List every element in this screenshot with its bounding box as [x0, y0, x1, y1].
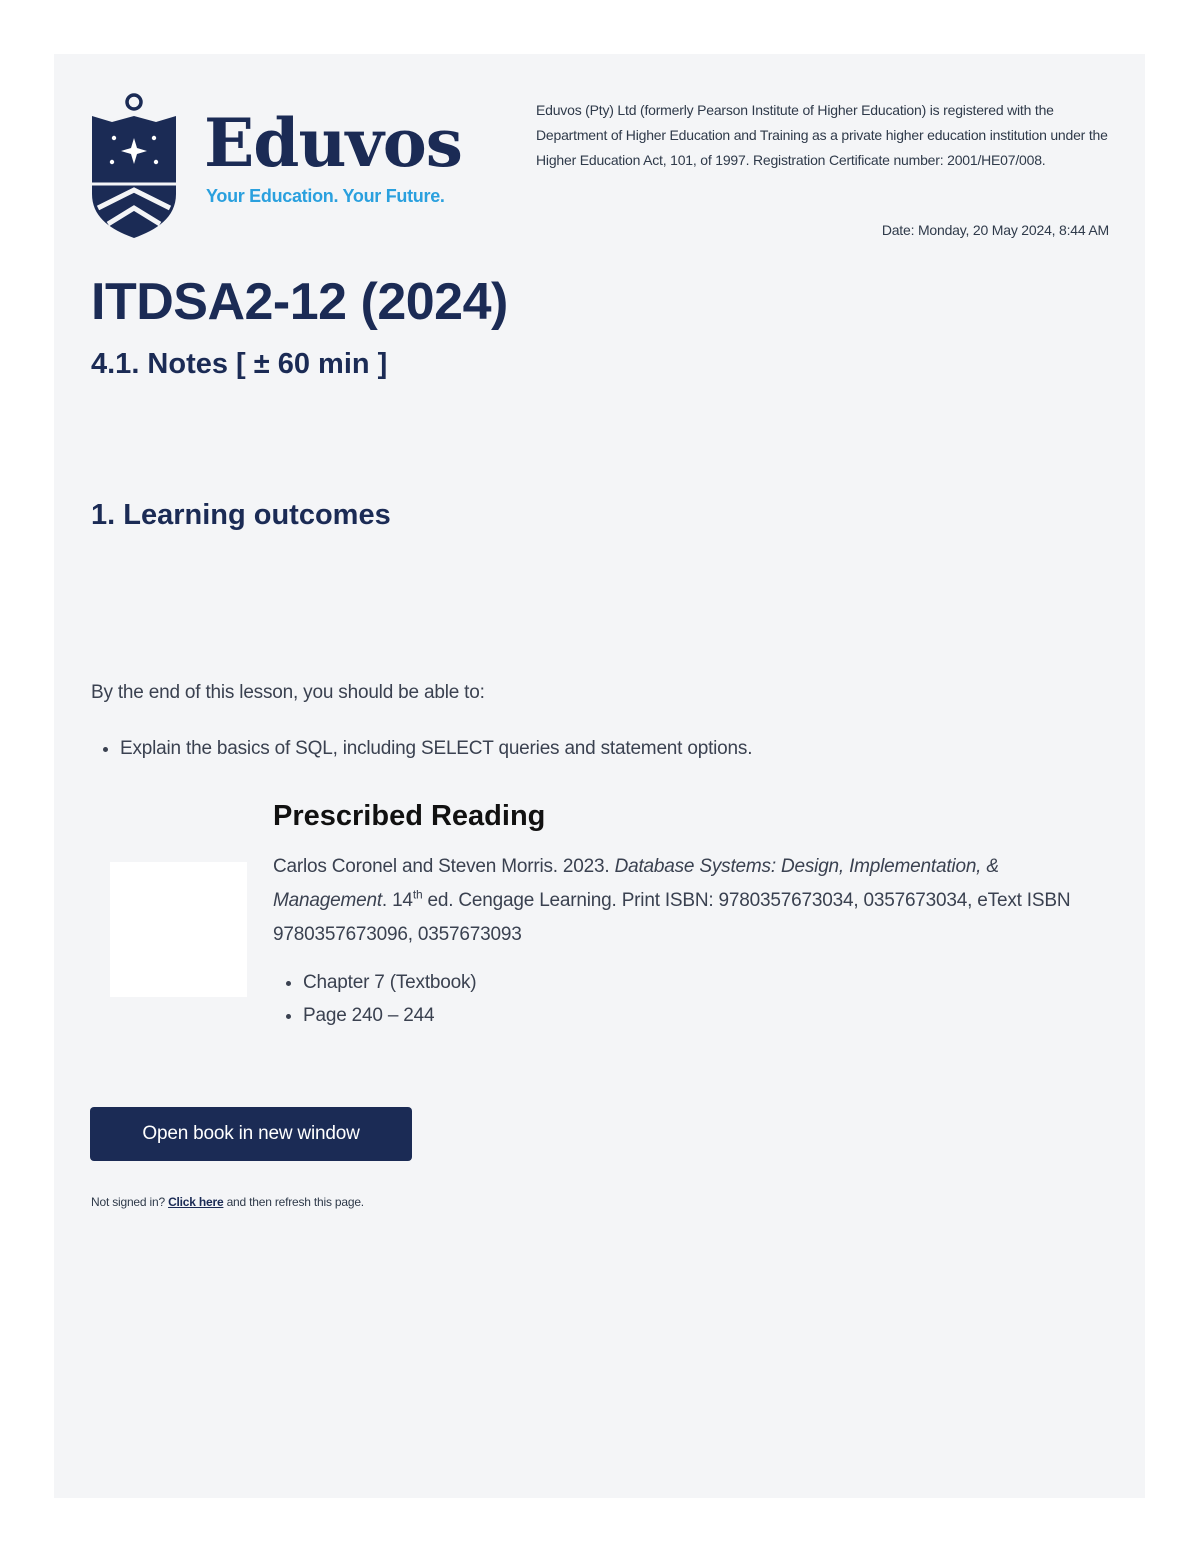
outcomes-list — [92, 738, 752, 760]
signin-suffix: and then refresh this page. — [223, 1195, 364, 1209]
list-item: • Explain the basics of SQL, including SELECT queries and statement options. — [120, 738, 752, 760]
course-title: ITDSA2-12 (2024) — [91, 273, 508, 331]
citation-details: ed. Cengage Learning. Print ISBN: 9780357673034, 0357673034, eText ISBN 9780357673096, 0357673093 — [273, 889, 1071, 945]
citation-edition-suffix: th — [412, 887, 423, 902]
section-title: 4.1. Notes [ ± 60 min ] — [91, 348, 388, 380]
brand-tagline: Your Education. Your Future. — [206, 186, 445, 206]
list-item: • Chapter 7 (Textbook) — [303, 966, 1093, 999]
reading-chapters-list — [273, 966, 1093, 1032]
click-here-link[interactable]: Click here — [168, 1195, 224, 1209]
signin-prefix: Not signed in? — [91, 1195, 169, 1209]
registration-statement: Eduvos (Pty) Ltd (formerly Pearson Institute of Higher Education) is registered with the Department of Higher Education and Training as a private higher education institution under the Higher Education Act, 101, of 1997. Registration Certificate number: 2001/HE07/008. — [536, 102, 1108, 168]
signin-note — [91, 1195, 364, 1209]
list-item: • Page 240 – 244 — [303, 999, 1093, 1032]
prescribed-reading-heading: Prescribed Reading — [273, 800, 546, 832]
book-cover-image — [110, 862, 247, 997]
brand-name: Eduvos — [204, 104, 462, 182]
prescribed-reading — [273, 799, 1093, 1032]
citation-edition: . 14 — [381, 889, 413, 911]
eduvos-logo — [90, 92, 490, 240]
crest-icon — [90, 92, 178, 240]
outcomes-intro: By the end of this lesson, you should be able to: — [91, 682, 485, 703]
print-date: Date: Monday, 20 May 2024, 8:44 AM — [881, 222, 1109, 238]
book-citation — [273, 850, 1093, 952]
open-book-button[interactable]: Open book in new window — [90, 1107, 412, 1161]
citation-book-title: Database Systems: Design, Implementation, & Management — [273, 855, 999, 911]
learning-outcomes-heading: 1. Learning outcomes — [91, 499, 391, 531]
citation-authors: Carlos Coronel and Steven Morris. 2023. — [273, 855, 615, 877]
document-page — [54, 54, 1145, 1498]
